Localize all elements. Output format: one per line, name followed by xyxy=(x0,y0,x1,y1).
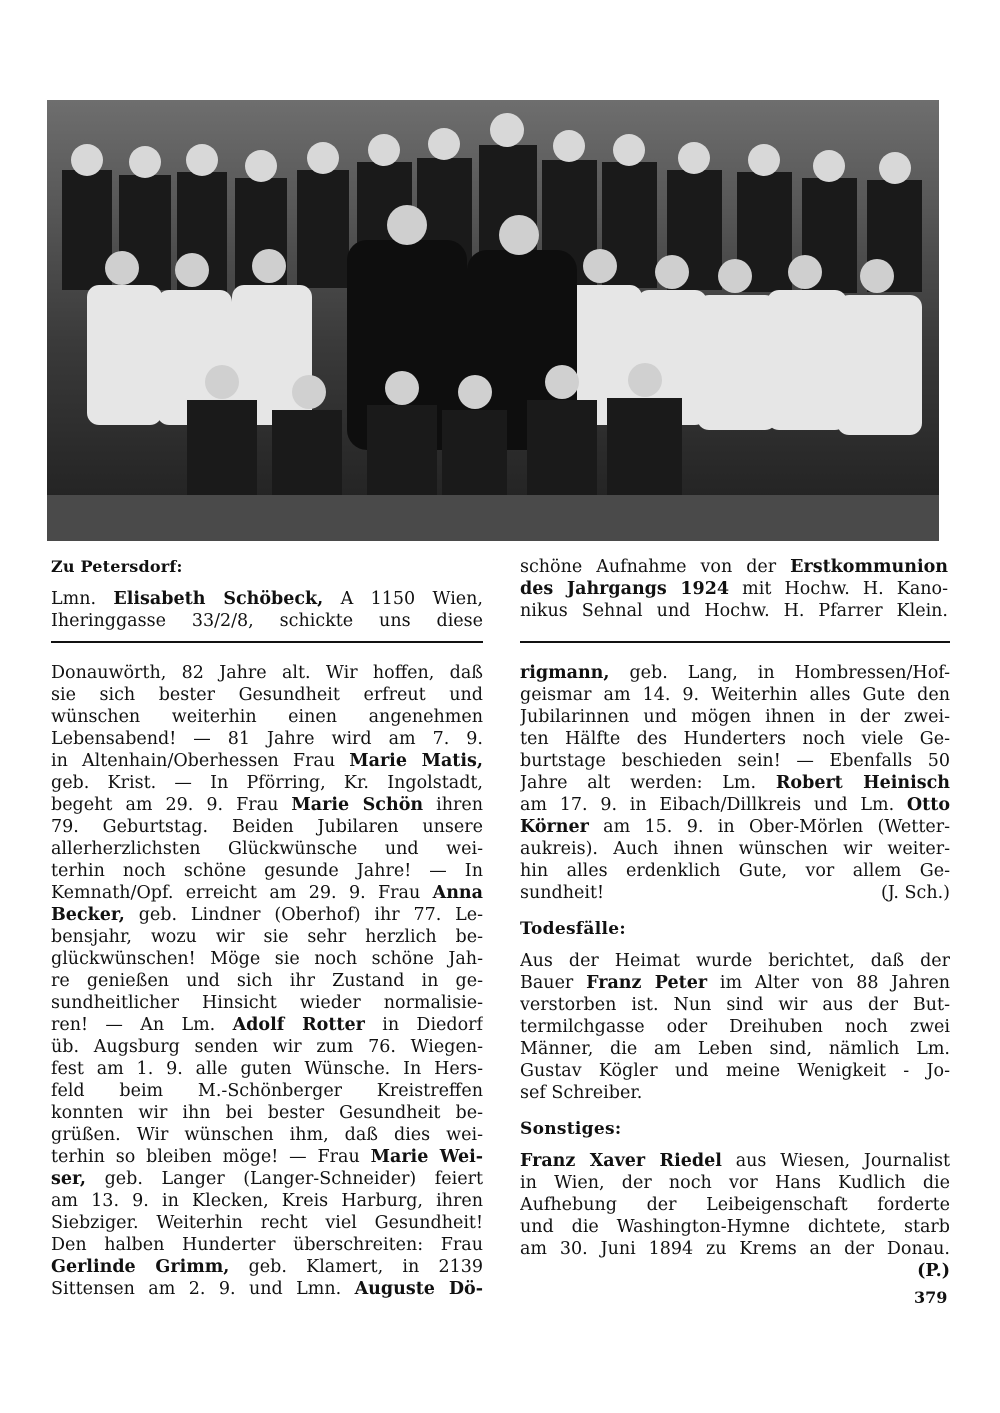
section-heading-todesfaelle: Todesfälle: xyxy=(520,919,626,939)
text-line: grüßen. Wir wünschen ihm, daß dies wei- xyxy=(51,1125,483,1145)
page-number: 379 xyxy=(914,1288,948,1307)
text-line: Sittensen am 2. 9. und Lmn. Auguste Dö- xyxy=(51,1279,483,1299)
text-line: Körner am 15. 9. in Ober-Mörlen (Wetter- xyxy=(520,817,950,837)
text-line: Siebziger. Weiterhin recht viel Gesundheit! xyxy=(51,1213,483,1233)
text-line: allerherzlichsten Glückwünsche und wei- xyxy=(51,839,483,859)
text-line: termilchgasse oder Dreihuben noch zwei xyxy=(520,1017,950,1037)
text-line: am 30. Juni 1894 zu Krems an der Donau. xyxy=(520,1239,950,1259)
text-line: in Wien, der noch vor Hans Kudlich die xyxy=(520,1173,950,1193)
author-signature: (J. Sch.) xyxy=(880,883,950,903)
text-line: rigmann, geb. Lang, in Hombressen/Hof- xyxy=(520,663,950,683)
text-line: Lebensabend! — 81 Jahre wird am 7. 9. xyxy=(51,729,483,749)
caption-line: Iheringgasse 33/2/8, schickte uns diese xyxy=(51,611,483,631)
text-line: feld beim M.-Schönberger Kreistreffen xyxy=(51,1081,483,1101)
text-line: Den halben Hunderter überschreiten: Frau xyxy=(51,1235,483,1255)
text-line xyxy=(520,882,950,904)
text-line: Donauwörth, 82 Jahre alt. Wir hoffen, daß xyxy=(51,663,483,683)
caption-heading: Zu Petersdorf: xyxy=(51,557,183,576)
photo-caption-right xyxy=(520,556,948,622)
text-line: bensjahr, wozu wir sie sehr herzlich be- xyxy=(51,927,483,947)
text-line: wünschen weiterhin einen angenehmen xyxy=(51,707,483,727)
text-line: und die Washington-Hymne dichtete, starb xyxy=(520,1217,950,1237)
text-line: sie sich bester Gesundheit erfreut und xyxy=(51,685,483,705)
text-line: Gerlinde Grimm, geb. Klamert, in 2139 xyxy=(51,1257,483,1277)
text-line: am 13. 9. in Klecken, Kreis Harburg, ihren xyxy=(51,1191,483,1211)
caption-line: Lmn. Elisabeth Schöbeck, A 1150 Wien, xyxy=(51,589,483,609)
text-line: glückwünschen! Möge sie noch schöne Jah- xyxy=(51,949,483,969)
text-fragment: sundheit! xyxy=(520,883,605,903)
text-line: Männer, die am Leben sind, nämlich Lm. xyxy=(520,1039,950,1059)
text-line: Franz Xaver Riedel aus Wiesen, Journalist xyxy=(520,1151,950,1171)
text-line: Aufhebung der Leibeigenschaft forderte xyxy=(520,1195,950,1215)
text-line: burtstage beschieden sein! — Ebenfalls 50 xyxy=(520,751,950,771)
text-line: terhin noch schöne gesunde Jahre! — In xyxy=(51,861,483,881)
text-line: aukreis). Auch ihnen wünschen wir weiter- xyxy=(520,839,950,859)
text-line: re genießen und sich ihr Zustand in ge- xyxy=(51,971,483,991)
text-line: ser, geb. Langer (Langer-Schneider) feiert xyxy=(51,1169,483,1189)
caption-line: schöne Aufnahme von der Erstkommunion xyxy=(520,557,948,577)
caption-line: des Jahrgangs 1924 mit Hochw. H. Kano- xyxy=(520,579,948,599)
text-line: üb. Augsburg senden wir zum 76. Wiegen- xyxy=(51,1037,483,1057)
divider xyxy=(520,641,950,643)
text-line: verstorben ist. Nun sind wir aus der But- xyxy=(520,995,950,1015)
first-communion-group-photo xyxy=(47,100,939,541)
text-line: Becker, geb. Lindner (Oberhof) ihr 77. Le- xyxy=(51,905,483,925)
text-line: sef Schreiber. xyxy=(520,1083,643,1103)
text-line: Bauer Franz Peter im Alter von 88 Jahren xyxy=(520,973,950,993)
text-line: geb. Krist. — In Pförring, Kr. Ingolstadt, xyxy=(51,773,483,793)
article-column-right xyxy=(520,662,950,1282)
photo-caption-left xyxy=(51,556,483,632)
article-column-left xyxy=(51,662,483,1300)
text-line: ten Hälfte des Hunderters noch viele Ge- xyxy=(520,729,950,749)
text-line: terhin so bleiben möge! — Frau Marie Wei- xyxy=(51,1147,483,1167)
text-line: Jubilarinnen und mögen ihnen in der zwei- xyxy=(520,707,950,727)
author-signature: (P.) xyxy=(917,1261,950,1281)
text-line: konnten wir ihn bei bester Gesundheit be- xyxy=(51,1103,483,1123)
text-line: Gustav Kögler und meine Wenigkeit - Jo- xyxy=(520,1061,950,1081)
text-line: hin alles erdenklich Gute, vor allem Ge- xyxy=(520,861,950,881)
text-line: geismar am 14. 9. Weiterhin alles Gute den xyxy=(520,685,950,705)
section-heading-sonstiges: Sonstiges: xyxy=(520,1119,622,1139)
divider xyxy=(51,641,483,643)
text-line: Jahre alt werden: Lm. Robert Heinisch xyxy=(520,773,950,793)
text-line: am 17. 9. in Eibach/Dillkreis und Lm. Otto xyxy=(520,795,950,815)
caption-line: nikus Sehnal und Hochw. H. Pfarrer Klein. xyxy=(520,601,948,621)
text-line: 79. Geburtstag. Beiden Jubilaren unsere xyxy=(51,817,483,837)
text-line: Kemnath/Opf. erreicht am 29. 9. Frau Anna xyxy=(51,883,483,903)
text-line: Aus der Heimat wurde berichtet, daß der xyxy=(520,951,950,971)
text-line: in Altenhain/Oberhessen Frau Marie Matis, xyxy=(51,751,483,771)
text-line: ren! — An Lm. Adolf Rotter in Diedorf xyxy=(51,1015,483,1035)
group-photo-icon xyxy=(47,100,939,541)
text-line: sundheitlicher Hinsicht wieder normalisie- xyxy=(51,993,483,1013)
text-line: fest am 1. 9. alle guten Wünsche. In Hers- xyxy=(51,1059,483,1079)
text-line: begeht am 29. 9. Frau Marie Schön ihren xyxy=(51,795,483,815)
